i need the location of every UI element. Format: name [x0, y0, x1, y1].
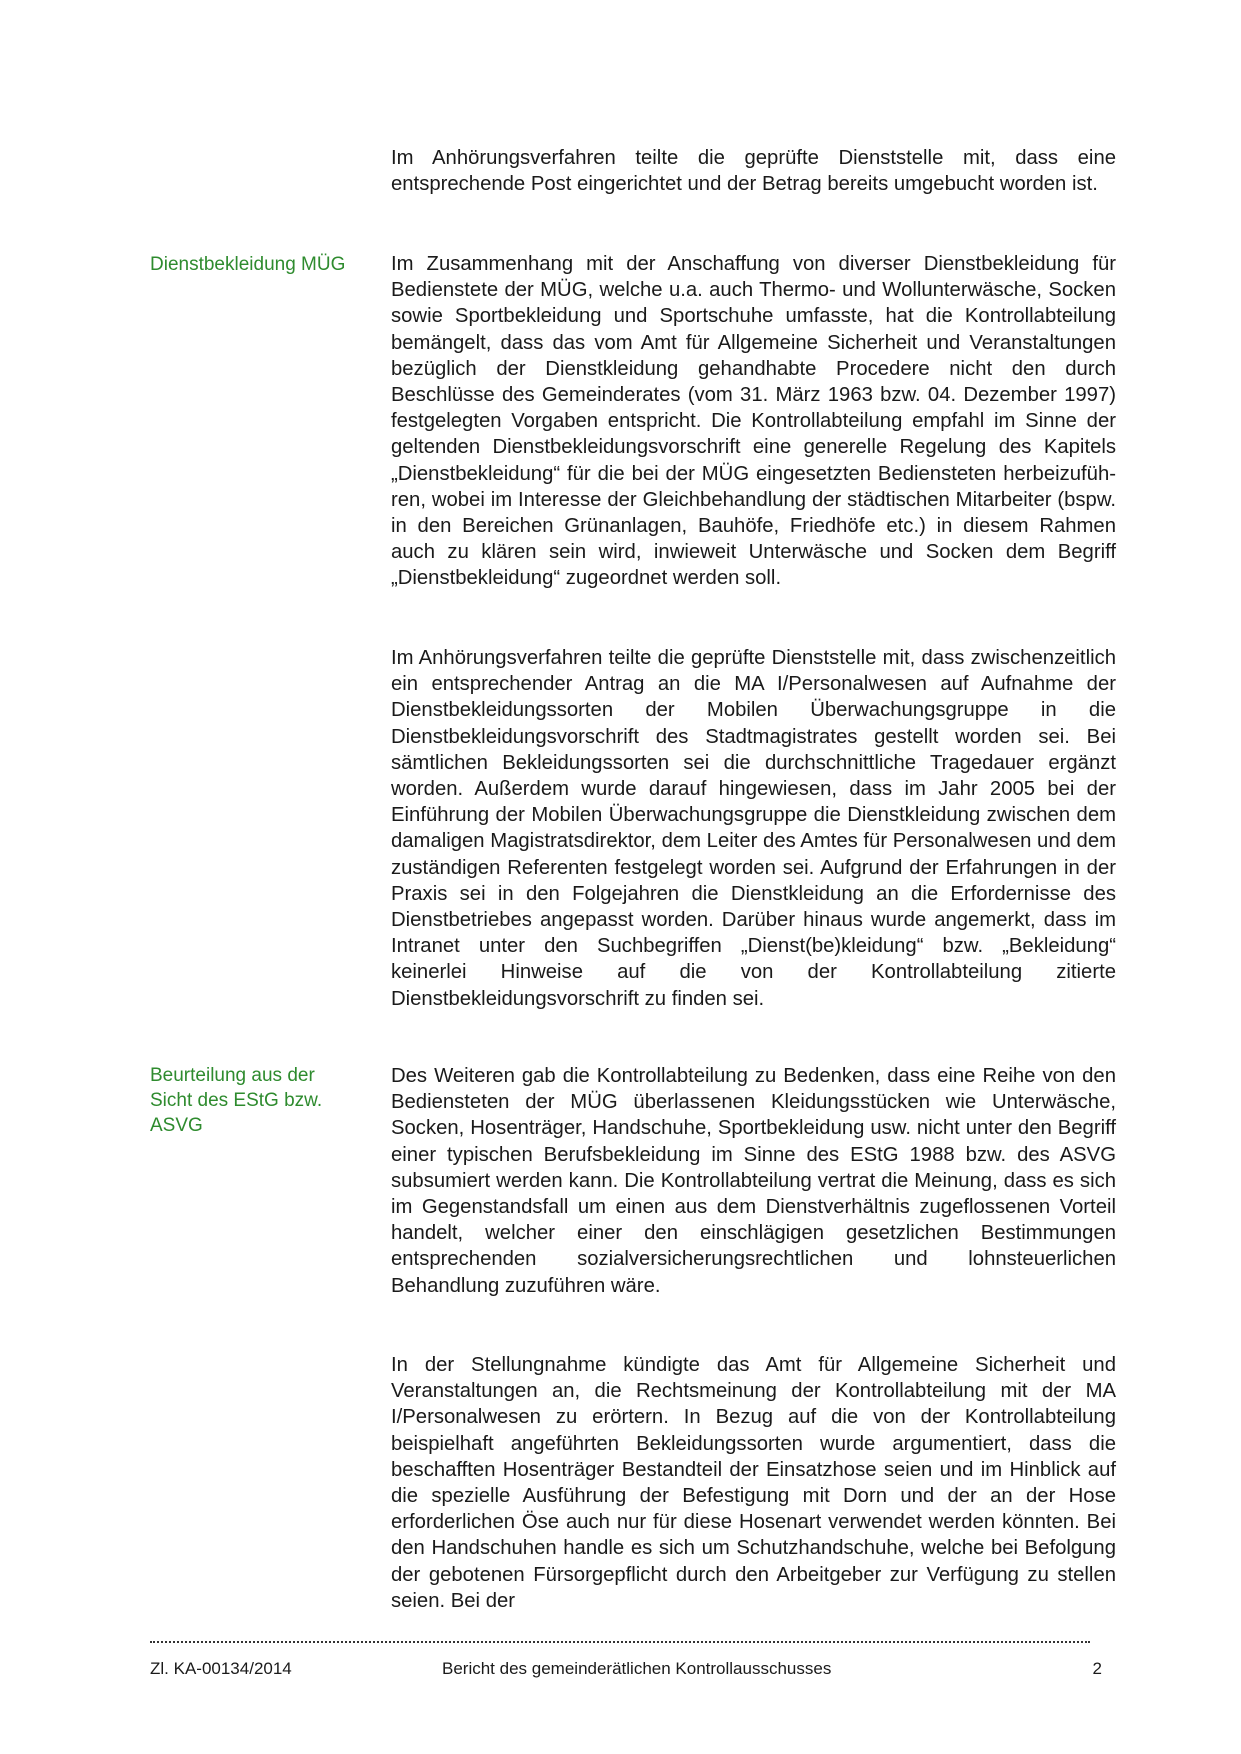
footer-title: Bericht des gemeinderätlichen Kontrollausschusses	[442, 1659, 832, 1678]
paragraph-anhoerung-antrag: Im Anhörungsverfahren teilte die geprüfte Dienststelle mit, dass zwischenzeitlich ein entsprechender Antrag an die MA I/Personalwesen auf Aufnahme der Dienstbekleidungssorten der Mobilen Überwachungsgruppe in die Dienstbekleidungsvorschrift des Stadtmagistrates gestellt worden sei. Bei sämtlichen Bekleidungssorten sei die durchschnittliche Tragedauer ergänzt worden. Außerdem wurde darauf hingewiesen, dass im Jahr 2005 bei der Einführung der Mobilen Überwachungsgruppe die Dienstkleidung zwischen dem damaligen Magistratsdirektor, dem Leiter des Amtes für Personalwesen und dem zuständigen Referenten festgelegt worden sei. Aufgrund der Erfahrungen in der Praxis sei in den Folgejahren die Dienstkleidung an die Erfordernisse des Dienstbetriebes angepasst worden. Darüber hinaus wurde angemerkt, dass im Intranet unter den Suchbegriffen „Dienst(be)kleidung“ bzw. „Bekleidung“ keinerlei Hinweise auf die von der Kontrollabteilung zitierte Dienstbekleidungsvorschrift zu finden sei.	[391, 647, 1116, 1010]
margin-note-dienstbekleidung: Dienstbekleidung MÜG	[150, 254, 346, 275]
page-number: 2	[1092, 1659, 1102, 1678]
paragraph-beurteilung: Des Weiteren gab die Kontrollabteilung zu Bedenken, dass eine Reihe von den Bediensteten der MÜG überlassenen Kleidungsstücken wie Unterwäsche, Socken, Hosenträger, Handschuhe, Sportbekleidung usw. nicht unter den Begriff einer typischen Berufsbekleidung im Sinne des EStG 1988 bzw. des ASVG subsumiert werden kann. Die Kontrollabteilung vertrat die Meinung, dass es sich im Gegenstandsfall um einen aus dem Dienstverhältnis zugeflossenen Vorteil handelt, welcher einer den einschlägigen gesetzlichen Bestimmungen entsprechenden sozialversicherungsrechtlichen und lohnsteuerlichen Behandlung zuzuführen wäre.	[391, 1065, 1116, 1297]
margin-note-beurteilung: Beurteilung aus der Sicht des EStG bzw. ASVG	[150, 1065, 323, 1136]
footer-reference: Zl. KA-00134/2014	[150, 1659, 292, 1678]
footer-divider	[150, 1641, 1090, 1643]
paragraph-stellungnahme: In der Stellungnahme kündigte das Amt für Allgemeine Sicherheit und Veranstaltungen an, die Rechtsmeinung der Kontrollabteilung mit der MA I/Personalwesen zu erörtern. In Bezug auf die von der Kontrollabteilung beispielhaft angeführten Bekleidungssorten wurde argumentiert, dass die beschafften Hosenträger Bestandteil der Einsatzhose seien und im Hinblick auf die spezielle Ausführung der Befestigung mit Dorn und der an der Hose erforderlichen Öse auch nur für diese Hosenart verwendet werden könnten. Bei den Handschuhen handle es sich um Schutzhandschuhe, welche bei Befolgung der gebotenen Fürsorgepflicht durch den Arbeitgeber zur Verfügung zu stellen seien. Bei der	[391, 1354, 1116, 1612]
paragraph-dienstbekleidung: Im Zusammenhang mit der Anschaffung von diverser Dienstbekleidung für Bedienstete der MÜG, welche u.a. auch Thermo- und Wollunterwäsche, Socken sowie Sportbekleidung und Sportschuhe umfasste, hat die Kontrollabteilung bemängelt, dass das vom Amt für Allgemeine Sicherheit und Veranstaltungen bezüglich der Dienstkleidung gehandhabte Procedere nicht den durch Beschlüsse des Gemeinderates (vom 31. März 1963 bzw. 04. Dezember 1997) festgelegten Vorgaben entspricht. Die Kontrollabteilung empfahl im Sinne der geltenden Dienstbekleidungsvorschrift eine generelle Regelung des Kapitels „Dienstbekleidung“ für die bei der MÜG eingesetzten Bediensteten herbeizuführen, wobei im Interesse der Gleichbehandlung der städtischen Mitarbeiter (bspw. in den Bereichen Grünanlagen, Bauhöfe, Friedhöfe etc.) in diesem Rahmen auch zu klären sein wird, inwieweit Unterwäsche und Socken dem Begriff „Dienstbekleidung“ zugeordnet werden soll.	[391, 253, 1116, 590]
paragraph-anhoerung-post: Im Anhörungsverfahren teilte die geprüfte Dienststelle mit, dass eine entsprechende Post eingerichtet und der Betrag bereits umgebucht worden ist.	[391, 147, 1116, 196]
